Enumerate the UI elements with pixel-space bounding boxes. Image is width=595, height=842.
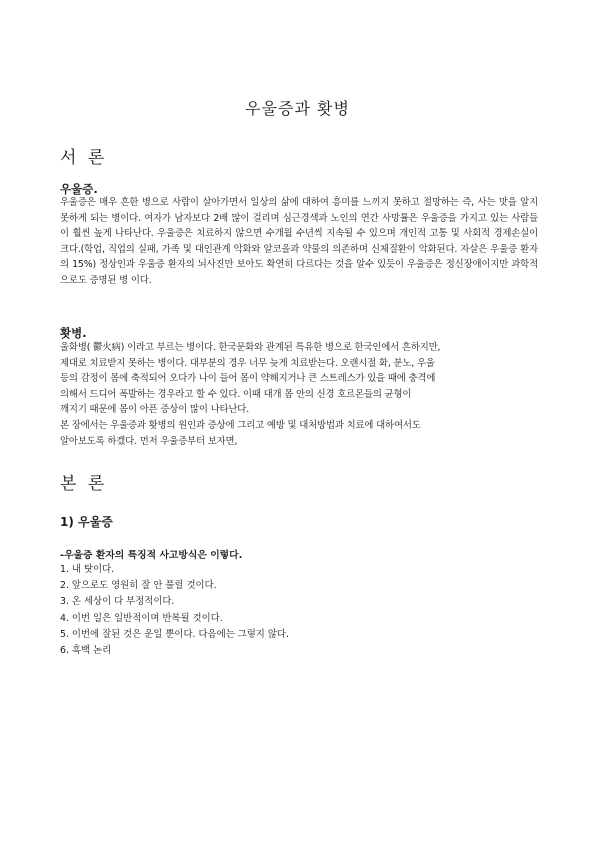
hwabyung-line: 울화병( 鬱火病) 이라고 부르는 병이다. 한국문화와 관계된 특유한 병으로 한국인에서 흔하지만, — [60, 342, 441, 353]
hwabyung-paragraph — [60, 340, 538, 449]
body-heading: 본 론 — [60, 474, 108, 494]
hwabyung-line: 본 장에서는 우울증과 홧병의 원인과 증상에 그리고 예방 및 대처방법과 치료에 대하여서도 — [60, 419, 421, 431]
depression-paragraph — [60, 195, 538, 289]
list-item: 1. 내 탓이다. — [60, 564, 115, 575]
hwabyung-line: 등의 감정이 몸에 축적되어 오다가 나이 들어 몸이 약해지거나 큰 스트레스가 있을 때에 충격에 — [60, 373, 436, 385]
intro-heading: 서 론 — [60, 148, 108, 168]
depression-subtitle: 우울증. — [60, 182, 98, 196]
list-item: 6. 흑백 논리 — [60, 645, 112, 657]
list-item: 5. 이번에 잘된 것은 운일 뿐이다. 다음에는 그렇지 않다. — [60, 628, 289, 640]
section1-title: 1) 우울증 — [60, 515, 113, 529]
list-item: 4. 이번 일은 일반적이며 반복될 것이다. — [60, 612, 223, 624]
hwabyung-line: 알아보도록 하겠다. 먼저 우울증부터 보자면, — [60, 435, 238, 447]
depression-text: 우울증은 매우 흔한 병으로 사람이 살아가면서 일상의 삶에 대하여 흥미를 느끼지 못하고 절망하는 즉, 사는 맛을 알지 못하게 되는 병이다. 여자가 남자보다 2배 많이 걸리며 심근경색과 노인의 연간 사망률은 우울증을 가지고 있는 사람들이 훨씬 높게 나타난다. 우울증은 치료하지 않으면 수개월 수년씩 지속될 수 있으며 개인적 고통 및 사회적 경제손실이 크다.(학업, 직업의 실패, 가족 및 대인관계 악화와 알코올과 약물의 의존하며 신체질환이 악화된다. 자살은 우울증 환자의 15%) 정상인과 우울증 환자의 뇌사진만 보아도 확연히 다르다는 것을 알수 있듯이 우울증은 정신장애이지만 과학적으로도 증명된 병 이다. — [60, 197, 538, 286]
thinking-list — [60, 562, 538, 659]
list-item: 2. 앞으로도 영원히 잘 안 풀릴 것이다. — [60, 580, 217, 592]
hwabyung-subtitle: 홧병. — [60, 326, 87, 340]
hwabyung-line: 제대로 치료받지 못하는 병이다. 대부분의 경우 너무 늦게 치료받는다. 오랜시절 화, 분노, 우울 — [60, 357, 435, 369]
document-title: 우울증과 홧병 — [245, 99, 350, 118]
hwabyung-line: 깨지기 때문에 몸이 아픈 증상이 많이 나타난다. — [60, 404, 250, 416]
list-item: 3. 온 세상이 다 부정적이다. — [60, 596, 175, 608]
thinking-title: -우울증 환자의 특징적 사고방식은 이렇다. — [60, 550, 243, 561]
hwabyung-line: 의해서 드디어 폭발하는 경우라고 할 수 있다. 이때 대개 몸 안의 신경 호르몬들의 균형이 — [60, 388, 412, 400]
